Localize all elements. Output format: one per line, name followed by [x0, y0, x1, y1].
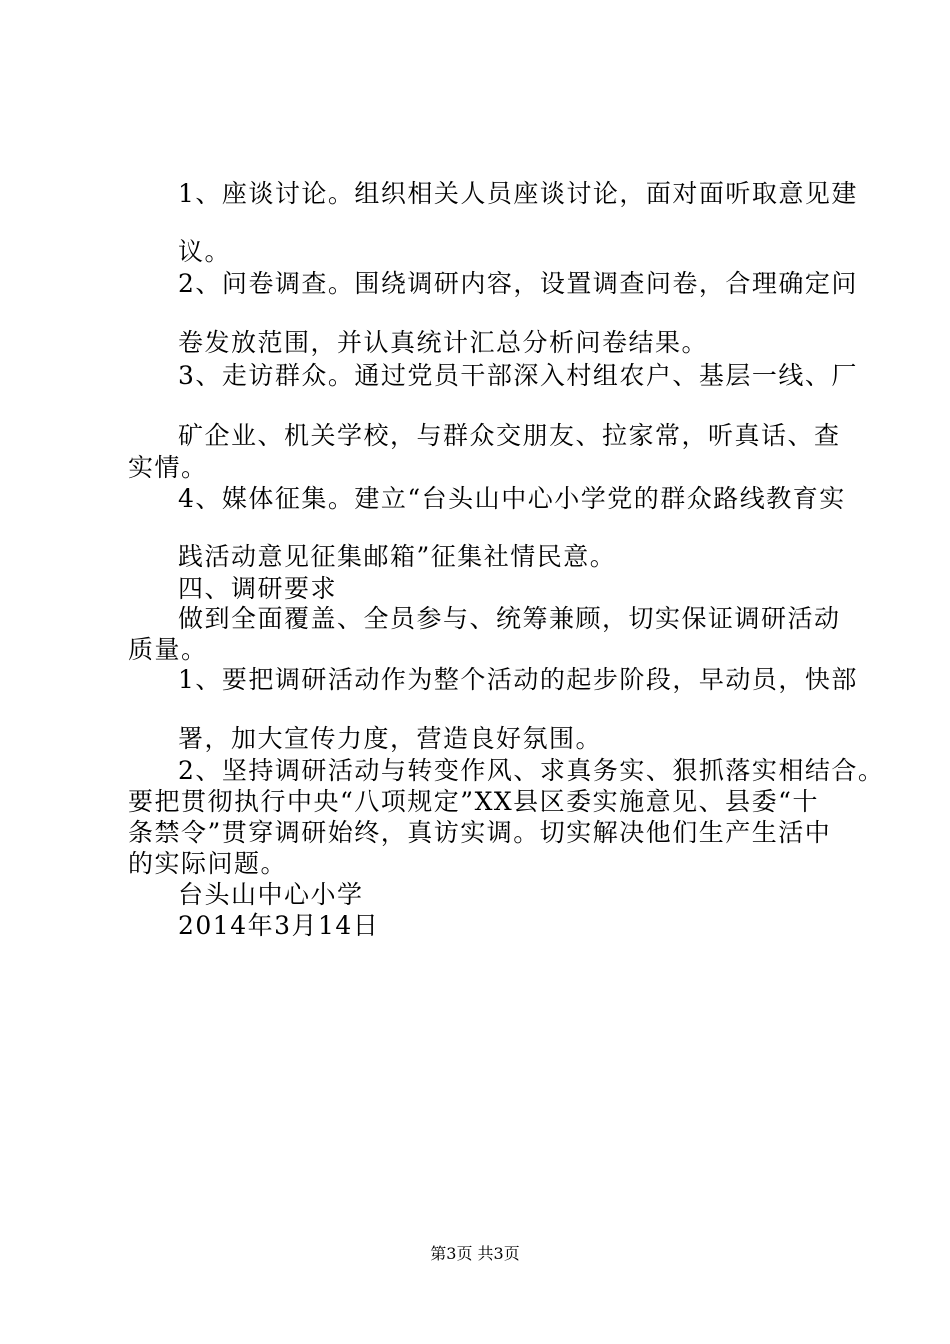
text-line: 2、坚持调研活动与转变作风、求真务实、狠抓落实相结合。: [178, 756, 885, 785]
text-line: 做到全面覆盖、全员参与、统筹兼顾，切实保证调研活动: [178, 604, 841, 633]
text-line: 2、问卷调查。围绕调研内容，设置调查问卷，合理确定问: [178, 269, 858, 298]
text-line: 议。: [178, 237, 232, 266]
text-line: 的实际问题。: [128, 849, 288, 878]
text-line: 4、媒体征集。建立“台头山中心小学党的群众路线教育实: [178, 484, 846, 513]
text-line: 矿企业、机关学校，与群众交朋友、拉家常，听真话、查: [178, 421, 841, 450]
text-line: 要把贯彻执行中央“八项规定”XX县区委实施意见、县委“十: [128, 787, 819, 816]
section-heading: 四、调研要求: [178, 574, 338, 603]
text-line: 践活动意见征集邮箱”征集社情民意。: [178, 542, 617, 571]
signature-date: 2014年3月14日: [178, 911, 380, 940]
text-line: 1、要把调研活动作为整个活动的起步阶段，早动员，快部: [178, 665, 858, 694]
page-footer: 第3页 共3页: [430, 1244, 520, 1263]
signature-organization: 台头山中心小学: [178, 880, 364, 909]
text-line: 1、座谈讨论。组织相关人员座谈讨论，面对面听取意见建: [178, 179, 858, 208]
text-line: 署，加大宣传力度，营造良好氛围。: [178, 724, 603, 753]
text-line: 质量。: [128, 635, 208, 664]
text-line: 3、走访群众。通过党员干部深入村组农户、基层一线、厂: [178, 361, 858, 390]
text-line: 卷发放范围，并认真统计汇总分析问卷结果。: [178, 328, 709, 357]
text-line: 实情。: [128, 453, 208, 482]
text-line: 条禁令”贯穿调研始终，真访实调。切实解决他们生产生活中: [128, 818, 832, 847]
